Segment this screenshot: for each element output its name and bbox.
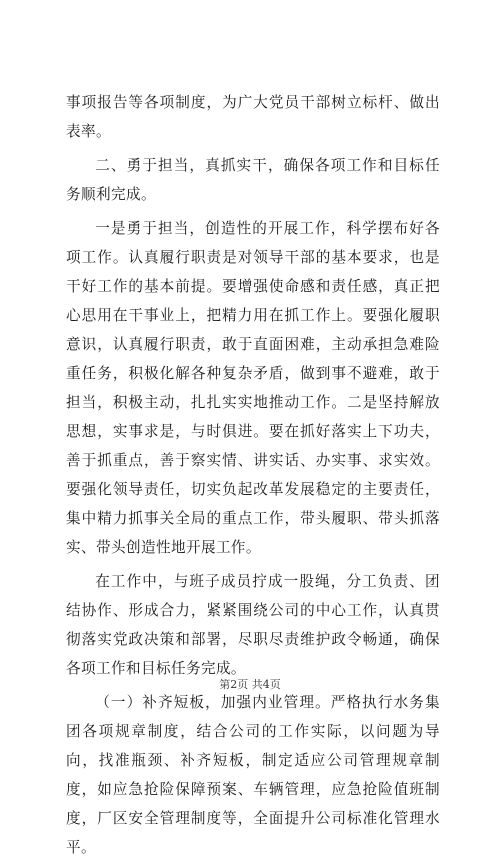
paragraph-teamwork: 在工作中，与班子成员拧成一股绳，分工负责、团结协作、形成合力，紧紧围绕公司的中心工作，认真贯彻落实党政决策和部署，尽职尽责维护政令畅通，确保各项工作和目标任务完成。: [66, 573, 440, 677]
paragraph-continuation: 事项报告等各项制度，为广大党员干部树立标杆、做出表率。: [66, 94, 440, 140]
paragraph-responsibility: 一是勇于担当，创造性的开展工作，科学摆布好各项工作。认真履行职责是对领导干部的基本要求，也是干好工作的基本前提。要增强使命感和责任感，真正把心思用在干事业上，把精力用在抓工作上。要强化履职意识，认真履行职责，敢于直面困难，主动承担急难险重任务，积极化解各种复杂矛盾，做到事不避难，敢于担当，积极主动，扎扎实实地推动工作。二是坚持解放思想，实事求是，与时俱进。要在抓好落实上下功夫，善于抓重点，善于察实情、讲实话、办实事、求实效。要强化领导责任，切实负起改革发展稳定的主要责任，集中精力抓事关全局的重点工作，带头履职、带头抓落实、带头创造性地开展工作。: [66, 220, 440, 556]
page-number-footer: 第2页 共4页: [219, 678, 281, 691]
section-heading-2: 二、勇于担当，真抓实干，确保各项工作和目标任务顺利完成。: [66, 157, 440, 203]
document-body: [66, 88, 440, 862]
paragraph-management: （一）补齐短板，加强内业管理。严格执行水务集团各项规章制度，结合公司的工作实际，以问题为导向，找准瓶颈、补齐短板，制定适应公司管理规章制度，如应急抢险保障预案、车辆管理，应急抢险值班制度，厂区安全管理制度等，全面提升公司标准化管理水平。: [66, 694, 440, 856]
